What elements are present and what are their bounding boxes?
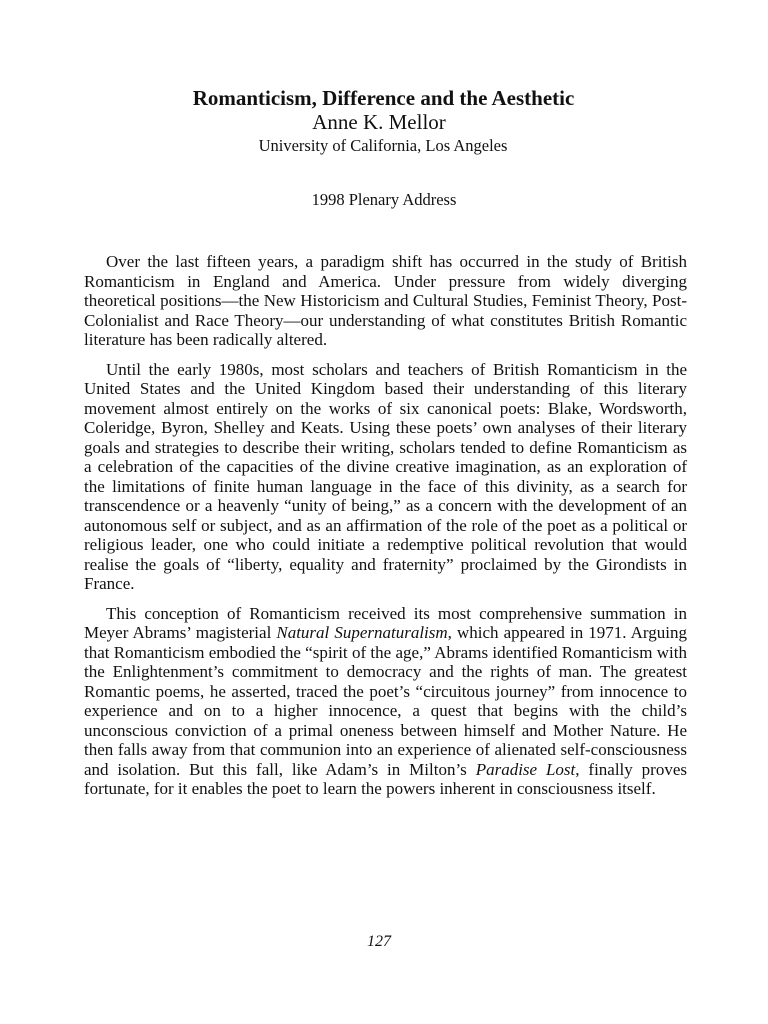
address-note: 1998 Plenary Address bbox=[311, 190, 457, 209]
paragraph-3-text-c: , finally proves fortunate, for it enables the poet to learn the powers inherent in consciousness itself. bbox=[84, 759, 687, 798]
article-header bbox=[0, 86, 768, 158]
paragraph-3-text-a: This conception of Romanticism received its most comprehensive summation in Meyer Abrams’ magisterial bbox=[84, 603, 687, 642]
book-title-paradise-lost: Paradise Lost bbox=[475, 759, 576, 779]
article-body bbox=[84, 252, 687, 809]
article-title: Romanticism, Difference and the Aesthetic bbox=[192, 86, 575, 110]
paragraph-2: Until the early 1980s, most scholars and teachers of British Romanticism in the United States and the United Kingdom based their understanding of this literary movement almost entirely on the works of six canonical poets: Blake, Wordsworth, Coleridge, Byron, Shelley and Keats. Using these poets’ own analyses of their literary goals and strategies to describe their writing, scholars tended to define Romanticism as a celebration of the capacities of the divine creative imagination, as an exploration of the limitations of finite human language in the face of this divinity, as a search for transcendence or a heavenly “unity of being,” as a concern with the development of an autonomous self or subject, and as an affirmation of the role of the poet as a political or religious leader, one who could initiate a redemptive political revolution that would realise the goals of “liberty, equality and fraternity” proclaimed by the Girondists in France. bbox=[84, 359, 687, 593]
paragraph-3-text-b: , which appeared in 1971. Arguing that Romanticism embodied the “spirit of the age,” Abrams identified Romanticism with the Enlightenment’s commitment to democracy and the rights of man. The greatest Romantic poems, he asserted, traced the poet’s “circuitous journey” from innocence to experience and on to a higher innocence, a quest that begins with the child’s unconscious conviction of a primal oneness between himself and Mother Nature. He then falls away from that communion into an experience of alienated self-consciousness and isolation. But this fall, like Adam’s in Milton’s bbox=[84, 623, 687, 779]
author-name: Anne K. Mellor bbox=[312, 110, 446, 134]
page-number: 127 bbox=[367, 933, 391, 950]
paragraph-3 bbox=[84, 604, 687, 799]
book-title-natural-supernaturalism: Natural Supernaturalism bbox=[276, 623, 448, 642]
paragraph-1: Over the last fifteen years, a paradigm shift has occurred in the study of British Romanticism in England and America. Under pressure from widely diverging theoretical positions—the New Historicism and Cultural Studies, Feminist Theory, Post-Colonialist and Race Theory—our understanding of what constitutes British Romantic literature has been radically altered. bbox=[84, 252, 687, 349]
author-affiliation: University of California, Los Angeles bbox=[258, 136, 508, 155]
